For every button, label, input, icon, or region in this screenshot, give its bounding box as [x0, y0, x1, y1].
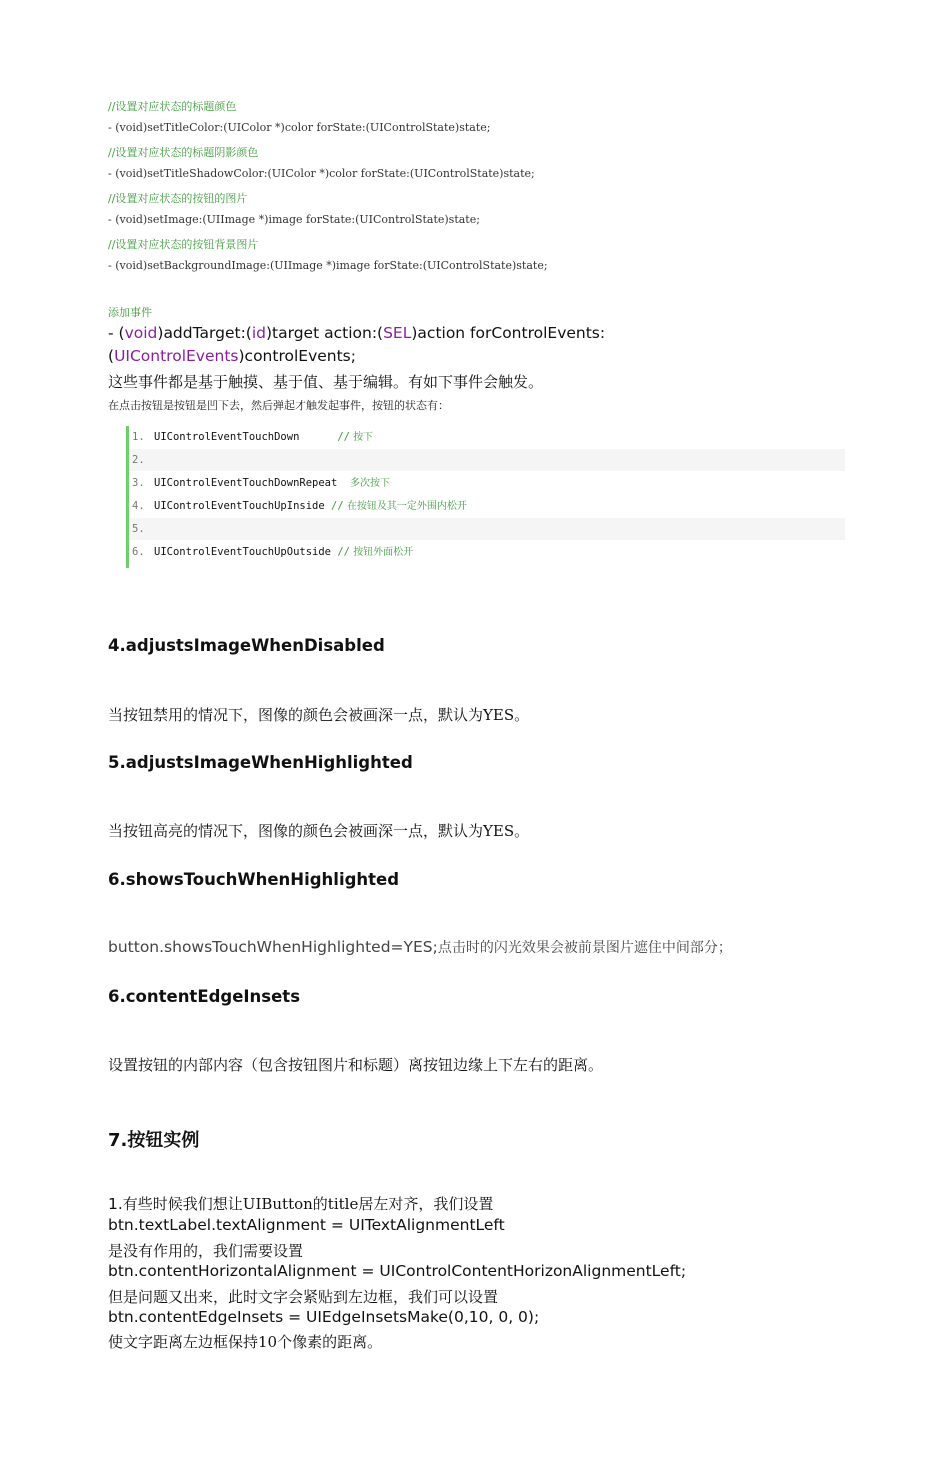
code-set-title-color: - (void)setTitleColor:(UIColor *)color forState:(UIControlState)state; [108, 121, 491, 134]
example-text: 有些时候我们想让UIButton的title居左对齐，我们设置 [122, 1195, 494, 1213]
code-text: UIControlEventTouchUpOutside [154, 546, 338, 558]
code-comment: 按钮外面松开 [349, 547, 414, 558]
line-number: 2. [132, 454, 145, 466]
code-text: UIControlEventTouchUpInside [154, 500, 332, 512]
sig-part: ( [108, 347, 115, 365]
sig-part: )controlEvents; [238, 347, 356, 365]
code-comment: 按下 [349, 432, 374, 443]
code-set-image: - (void)setImage:(UIImage *)image forState:(UIControlState)state; [108, 213, 480, 226]
code-comment: 多次按下 [349, 478, 390, 489]
button-state-note: 在点击按钮是按钮是凹下去，然后弹起才触发起事件，按钮的状态有： [108, 399, 449, 412]
code-comment-slash: // [337, 546, 350, 558]
add-target-signature-line2 [108, 347, 356, 365]
section-title-shows-touch-when-highlighted: 6.showsTouchWhenHighlighted [108, 870, 400, 889]
sig-keyword-void: void [124, 324, 158, 342]
section-title-adjusts-image-when-disabled: 4.adjustsImageWhenDisabled [108, 636, 385, 655]
line-number: 1. [132, 431, 145, 443]
sig-keyword-sel: SEL [383, 324, 412, 342]
example-line-1 [108, 1193, 493, 1214]
example-title: 7.按钮实例 [108, 1130, 200, 1151]
code-comment-slash: // [337, 431, 350, 443]
code-line [129, 518, 845, 540]
code-set-title-shadow-color: - (void)setTitleShadowColor:(UIColor *)color forState:(UIControlState)state; [108, 167, 535, 180]
example-code-text-alignment: btn.textLabel.textAlignment = UITextAlignmentLeft [108, 1216, 505, 1234]
code-line [129, 426, 845, 448]
code-text: UIControlEventTouchDownRepeat [154, 477, 350, 489]
section-title-adjusts-image-when-highlighted: 5.adjustsImageWhenHighlighted [108, 753, 413, 772]
section-body-content-edge-insets: 设置按钮的内部内容（包含按钮图片和标题）离按钮边缘上下左右的距离。 [108, 1056, 604, 1074]
comment-set-background-image: //设置对应状态的按钮背景图片 [108, 238, 259, 251]
line-number: 5. [132, 523, 145, 535]
shows-touch-code: button.showsTouchWhenHighlighted=YES; [108, 938, 438, 956]
comment-set-title-color: //设置对应状态的标题颜色 [108, 100, 237, 113]
section-body-adjusts-image-when-disabled: 当按钮禁用的情况下，图像的颜色会被画深一点，默认为YES。 [108, 706, 530, 724]
line-number: 3. [132, 477, 145, 489]
example-code-horizontal-alignment: btn.contentHorizontalAlignment = UIControlContentHorizonAlignmentLeft; [108, 1262, 687, 1280]
example-code-edge-insets: btn.contentEdgeInsets = UIEdgeInsetsMake(0,10, 0, 0); [108, 1308, 540, 1326]
add-event-label: 添加事件 [108, 306, 152, 319]
code-line [129, 449, 845, 471]
code-line [129, 495, 845, 517]
code-comment-slash: // [331, 500, 344, 512]
code-block-control-events [126, 426, 845, 568]
example-text-problem: 但是问题又出来，此时文字会紧贴到左边框，我们可以设置 [108, 1288, 499, 1306]
sig-part: - ( [108, 324, 125, 342]
shows-touch-description: 点击时的闪光效果会被前景图片遮住中间部分； [437, 940, 732, 956]
code-comment: 在按钮及其一定外围内松开 [343, 501, 467, 512]
sig-keyword-id: id [251, 324, 266, 342]
line-number: 6. [132, 546, 145, 558]
section-body-shows-touch-when-highlighted [108, 937, 732, 957]
comment-set-title-shadow-color: //设置对应状态的标题阴影颜色 [108, 146, 259, 159]
code-text: UIControlEventTouchDown [154, 431, 338, 443]
comment-set-image: //设置对应状态的按钮的图片 [108, 192, 248, 205]
example-text-result: 使文字距离左边框保持10个像素的距离。 [108, 1333, 383, 1351]
section-title-content-edge-insets: 6.contentEdgeInsets [108, 987, 301, 1006]
sig-part: )action forControlEvents: [411, 324, 606, 342]
events-description: 这些事件都是基于触摸、基于值、基于编辑。有如下事件会触发。 [108, 373, 544, 391]
add-target-signature-line1 [108, 324, 605, 342]
code-line [129, 472, 845, 494]
sig-keyword-events: UIControlEvents [114, 347, 239, 365]
section-body-adjusts-image-when-highlighted: 当按钮高亮的情况下，图像的颜色会被画深一点，默认为YES。 [108, 822, 530, 840]
sig-part: )addTarget:( [157, 324, 252, 342]
code-set-background-image: - (void)setBackgroundImage:(UIImage *)image forState:(UIControlState)state; [108, 259, 548, 272]
line-number: 4. [132, 500, 145, 512]
example-number: 1. [108, 1195, 123, 1213]
sig-part: )target action:( [266, 324, 384, 342]
example-text-no-effect: 是没有作用的，我们需要设置 [108, 1242, 304, 1260]
code-line [129, 541, 845, 563]
